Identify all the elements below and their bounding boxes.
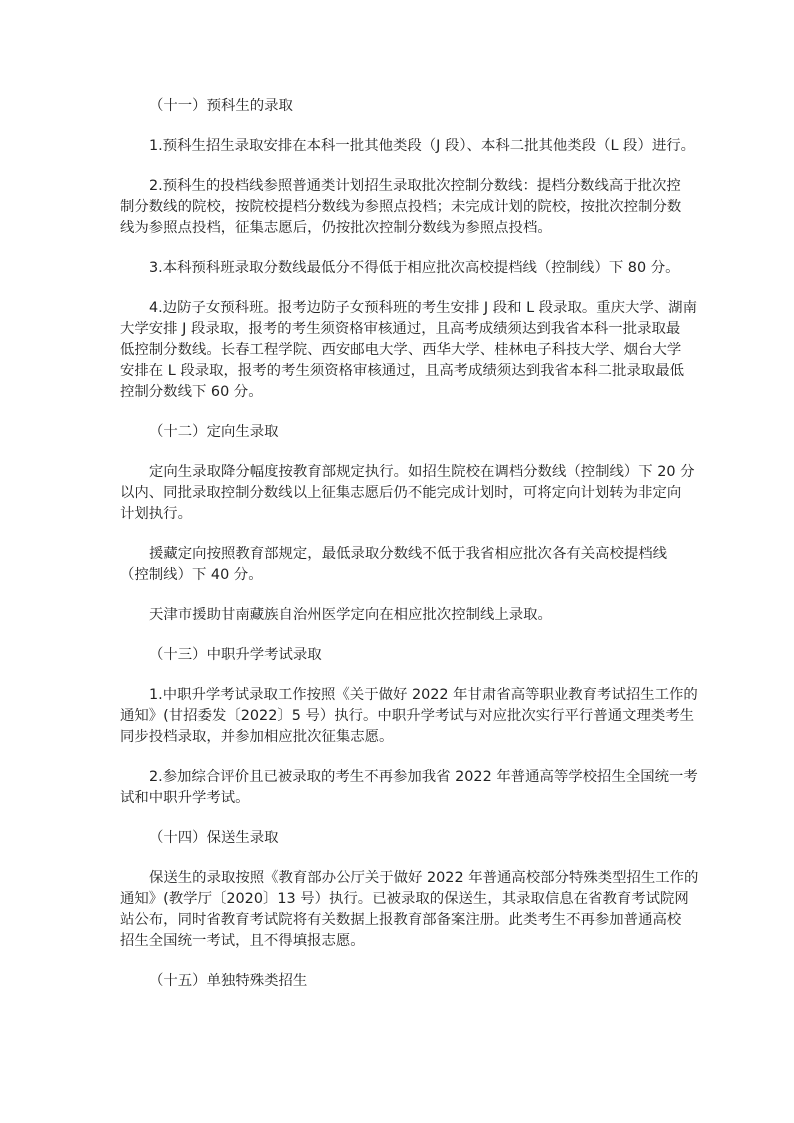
text-line: （十一）预科生的录取 (149, 98, 293, 114)
text-line: 援藏定向按照教育部规定，最低录取分数线不低于我省相应批次各有关高校提档线 (149, 546, 668, 562)
text-line: 计划执行。 (120, 506, 192, 522)
text-line: 站公布，同时省教育考试院将有关数据上报教育部备案注册。此类考生不再参加普通高校 (120, 912, 682, 928)
text-line: 低控制分数线。长春工程学院、西安邮电大学、西华大学、桂林电子科技大学、烟台大学 (120, 342, 682, 358)
text-line: 以内、同批录取控制分数线以上征集志愿后仍不能完成计划时，可将定向计划转为非定向 (120, 485, 682, 501)
text-line: 定向生录取降分幅度按教育部规定执行。如招生院校在调档分数线（控制线）下 20 分 (149, 464, 695, 480)
section-heading (120, 422, 690, 443)
section-heading (120, 645, 690, 666)
body-paragraph (120, 462, 695, 525)
section-heading (120, 971, 690, 992)
text-line: 3.本科预科班录取分数线最低分不得低于相应批次高校提档线（控制线）下 80 分。 (149, 260, 680, 276)
section-heading (120, 96, 690, 117)
body-paragraph (120, 868, 699, 952)
text-line: 线为参照点投档，征集志愿后，仍按批次控制分数线为参照点投档。 (120, 220, 552, 236)
text-line: （十五）单独特殊类招生 (149, 973, 308, 989)
section-heading (120, 828, 690, 849)
text-line: 2.参加综合评价且已被录取的考生不再参加我省 2022 年普通高等学校招生全国统一考 (149, 769, 698, 785)
text-line: 制分数线的院校，按院校提档分数线为参照点投档；未完成计划的院校，按批次控制分数 (120, 199, 682, 215)
document-page (120, 96, 699, 1011)
text-line: （十三）中职升学考试录取 (149, 647, 322, 663)
body-paragraph (120, 258, 690, 279)
text-line: 通知》(甘招委发〔2022〕5 号）执行。中职升学考试与对应批次实行平行普通文理类考生 (120, 708, 695, 724)
text-line: （十二）定向生录取 (149, 424, 279, 440)
body-paragraph (120, 544, 690, 586)
text-line: （十四）保送生录取 (149, 830, 279, 846)
text-line: 试和中职升学考试。 (120, 790, 250, 806)
body-paragraph (120, 136, 696, 157)
text-line: 通知》(教学厅〔2020〕13 号）执行。已被录取的保送生，其录取信息在省教育考试院网 (120, 891, 689, 907)
text-line: 招生全国统一考试，且不得填报志愿。 (120, 933, 365, 949)
text-line: 1.预科生招生录取安排在本科一批其他类段（J 段）、本科二批其他类段（L 段）进行。 (149, 138, 696, 154)
text-line: 控制分数线下 60 分。 (120, 384, 263, 400)
body-paragraph (120, 767, 698, 809)
text-line: 同步投档录取，并参加相应批次征集志愿。 (120, 729, 394, 745)
text-line: 天津市援助甘南藏族自治州医学定向在相应批次控制线上录取。 (149, 607, 552, 623)
text-line: 大学安排 J 段录取，报考的考生须资格审核通过，且高考成绩须达到我省本科一批录取最 (120, 321, 681, 337)
text-line: 4.边防子女预科班。报考边防子女预科班的考生安排 J 段和 L 段录取。重庆大学、湖南 (149, 300, 697, 316)
body-paragraph (120, 685, 698, 748)
text-line: （控制线）下 40 分。 (120, 567, 263, 583)
body-paragraph (120, 176, 690, 239)
text-line: 2.预科生的投档线参照普通类计划招生录取批次控制分数线：提档分数线高于批次控 (149, 178, 681, 194)
body-paragraph (120, 298, 697, 403)
text-line: 保送生的录取按照《教育部办公厅关于做好 2022 年普通高校部分特殊类型招生工作的 (149, 870, 699, 886)
text-line: 安排在 L 段录取，报考的考生须资格审核通过，且高考成绩须达到我省本科二批录取最低 (120, 363, 685, 379)
text-line: 1.中职升学考试录取工作按照《关于做好 2022 年甘肃省高等职业教育考试招生工作的 (149, 687, 698, 703)
body-paragraph (120, 605, 690, 626)
